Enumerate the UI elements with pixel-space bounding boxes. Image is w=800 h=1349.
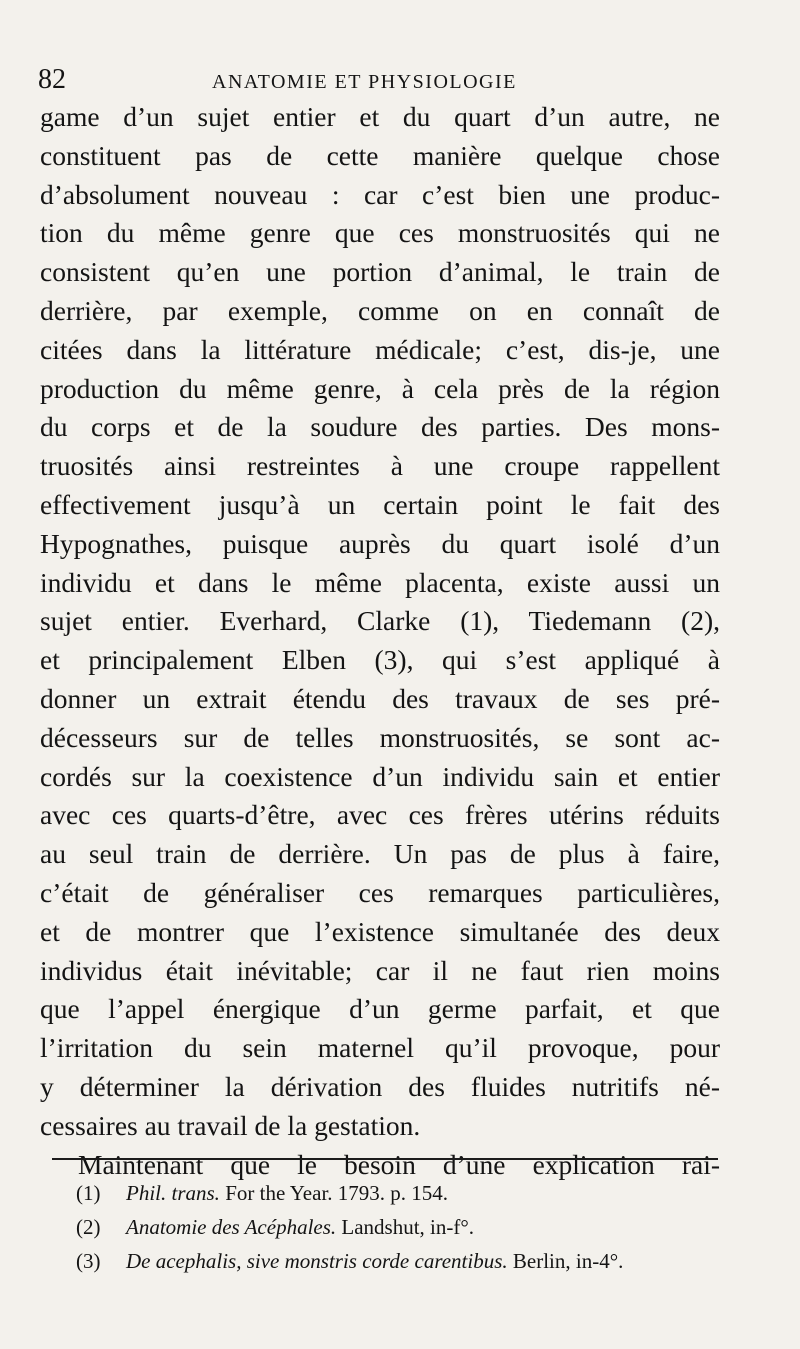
text-line: individus était inévitable; car il ne faut rien moins (40, 954, 720, 986)
text-line: cessaires au travail de la gestation. (40, 1109, 421, 1141)
text-line: l’irritation du sein maternel qu’il provoque, pour (40, 1032, 720, 1064)
page-number: 82 (38, 64, 66, 95)
body-text (40, 98, 720, 1184)
text-line: décesseurs sur de telles monstruosités, se sont ac- (40, 721, 720, 753)
text-line: cordés sur la coexistence d’un individu sain et entier (40, 760, 720, 792)
text-line: donner un extrait étendu des travaux de ses pré- (40, 682, 720, 714)
footnote (76, 1244, 726, 1278)
text-line: c’était de généraliser ces remarques particulières, (40, 876, 720, 908)
footnote-text: Berlin, in-4°. (507, 1249, 624, 1273)
text-line: effectivement jusqu’à un certain point le fait des (40, 488, 720, 520)
text-line: et de montrer que l’existence simultanée des deux (40, 915, 720, 947)
text-line: et principalement Elben (3), qui s’est appliqué à (40, 644, 720, 676)
footnote (76, 1210, 726, 1244)
text-line: production du même genre, à cela près de la région (40, 372, 720, 404)
footnote-text: For the Year. 1793. p. 154. (219, 1181, 449, 1205)
text-line: du corps et de la soudure des parties. Des mons- (40, 411, 720, 443)
text-line: Maintenant que le besoin d’une explication rai- (78, 1148, 720, 1180)
running-title: ANATOMIE ET PHYSIOLOGIE (212, 71, 517, 93)
text-line: y déterminer la dérivation des fluides nutritifs né- (40, 1070, 720, 1102)
text-line: au seul train de derrière. Un pas de plus à faire, (40, 838, 720, 870)
footnote-title: Anatomie des Acéphales. (126, 1215, 337, 1239)
text-line: avec ces quarts-d’être, avec ces frères utérins réduits (40, 799, 720, 831)
footnote-mark: (1) (76, 1181, 101, 1205)
text-line: tion du même genre que ces monstruosités qui ne (40, 217, 720, 249)
text-line: derrière, par exemple, comme on en connaît de (40, 294, 720, 326)
text-line: individu et dans le même placenta, existe aussi un (40, 566, 720, 598)
text-line: d’absolument nouveau : car c’est bien une produc- (40, 178, 720, 210)
footnote-text: Landshut, in-f°. (336, 1215, 475, 1239)
text-line: constituent pas de cette manière quelque chose (40, 139, 720, 171)
footnote (76, 1176, 726, 1210)
footnote-title: De acephalis, sive monstris corde carentibus. (126, 1249, 508, 1273)
text-line: sujet entier. Everhard, Clarke (1), Tiedemann (2), (40, 605, 720, 637)
text-line: que l’appel énergique d’un germe parfait, et que (40, 993, 720, 1025)
text-line: truosités ainsi restreintes à une croupe rappellent (40, 450, 720, 482)
footnotes (76, 1176, 726, 1278)
text-line: consistent qu’en une portion d’animal, le train de (40, 256, 720, 288)
footnote-title: Phil. trans. (126, 1181, 220, 1205)
footnote-mark: (2) (76, 1215, 101, 1239)
footnote-mark: (3) (76, 1249, 101, 1273)
text-line: game d’un sujet entier et du quart d’un autre, ne (40, 101, 720, 132)
text-line: citées dans la littérature médicale; c’est, dis-je, une (40, 333, 720, 365)
running-head (38, 62, 738, 102)
text-line: Hypognathes, puisque auprès du quart isolé d’un (40, 527, 720, 559)
footnote-rule (52, 1158, 718, 1160)
